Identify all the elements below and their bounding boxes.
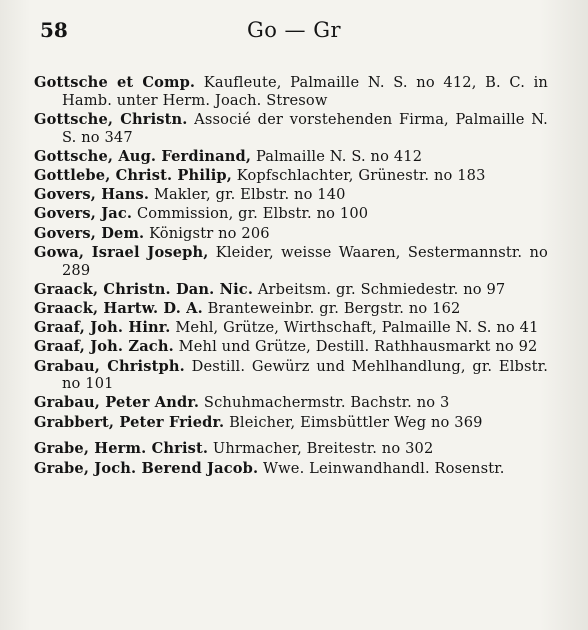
- entry-name: Grabau, Christph.: [34, 357, 185, 375]
- entry-name: Grabbert, Peter Friedr.: [34, 413, 225, 431]
- entry-text: Bleicher, Eimsbüttler Weg no 369: [229, 413, 483, 431]
- directory-entry: [34, 186, 548, 204]
- entry-text: Branteweinbr. gr. Bergstr. no 162: [207, 299, 461, 317]
- entry-text: Königstr no 206: [149, 224, 270, 242]
- directory-entry: [34, 205, 548, 223]
- entry-name: Govers, Dem.: [34, 224, 145, 242]
- entry-name: Gottsche et Comp.: [34, 74, 196, 91]
- page-number: 58: [40, 18, 68, 42]
- directory-entry: [34, 74, 548, 109]
- directory-entry: [34, 319, 548, 337]
- directory-entry: [34, 225, 548, 243]
- entry-name: Graaf, Joh. Zach.: [34, 338, 174, 356]
- entry-text: Arbeitsm. gr. Schmiedestr. no 97: [257, 280, 506, 298]
- directory-entry: [34, 440, 548, 458]
- entry-name: Graaf, Joh. Hinr.: [34, 319, 171, 337]
- directory-entry: [34, 281, 548, 299]
- directory-entry: [34, 338, 548, 356]
- entry-text: Mehl und Grütze, Destill. Rathhausmarkt no 92: [178, 338, 538, 356]
- entry-name: Gottsche, Christn.: [34, 110, 188, 128]
- directory-entry: [34, 148, 548, 166]
- directory-entry: [34, 167, 548, 185]
- entry-name: Govers, Jac.: [34, 205, 133, 223]
- directory-entry: [34, 358, 548, 393]
- entry-name: Graack, Christn. Dan. Nic.: [34, 280, 254, 298]
- entry-text: Commission, gr. Elbstr. no 100: [136, 205, 369, 223]
- entry-name: Gowa, Israel Joseph,: [34, 243, 209, 261]
- entry-text: Kleider, weisse Waaren, Sestermannstr. no 289: [62, 243, 548, 279]
- entry-text: Kopfschlachter, Grünestr. no 183: [236, 167, 486, 185]
- entry-name: Grabau, Peter Andr.: [34, 394, 200, 412]
- directory-entry: [34, 414, 548, 432]
- directory-entry: [34, 300, 548, 318]
- running-head: Go — Gr: [246, 18, 342, 42]
- entry-text: Schuhmachermstr. Bachstr. no 3: [203, 394, 450, 412]
- entry-text: Uhrmacher, Breitestr. no 302: [212, 440, 434, 458]
- entry-text: Palmaille N. S. no 412: [255, 147, 423, 165]
- page-header: [0, 14, 588, 50]
- entry-text: Destill. Gewürz und Mehlhandlung, gr. Elbstr. no 101: [62, 357, 548, 393]
- entry-name: Grabe, Herm. Christ.: [34, 440, 209, 458]
- directory-entry: [34, 460, 548, 478]
- entry-text: Makler, gr. Elbstr. no 140: [153, 186, 346, 204]
- directory-entry: [34, 394, 548, 412]
- entry-name: Gottsche, Aug. Ferdinand,: [34, 147, 252, 165]
- directory-entry: [34, 244, 548, 279]
- entry-list: [34, 74, 548, 479]
- directory-entry: [34, 111, 548, 146]
- entry-text: Mehl, Grütze, Wirthschaft, Palmaille N. S. no 41: [175, 319, 539, 337]
- entry-text: Associé der vorstehenden Firma, Palmaille N. S. no 347: [62, 110, 548, 146]
- entry-name: Graack, Hartw. D. A.: [34, 299, 203, 317]
- entry-name: Govers, Hans.: [34, 186, 150, 204]
- entry-name: Gottlebe, Christ. Philip,: [34, 167, 232, 185]
- entry-text: Wwe. Leinwandhandl. Rosenstr.: [263, 459, 505, 477]
- entry-name: Grabe, Joch. Berend Jacob.: [34, 459, 259, 477]
- entry-text: Kaufleute, Palmaille N. S. no 412, B. C. in Hamb. unter Herm. Joach. Stresow: [62, 74, 548, 109]
